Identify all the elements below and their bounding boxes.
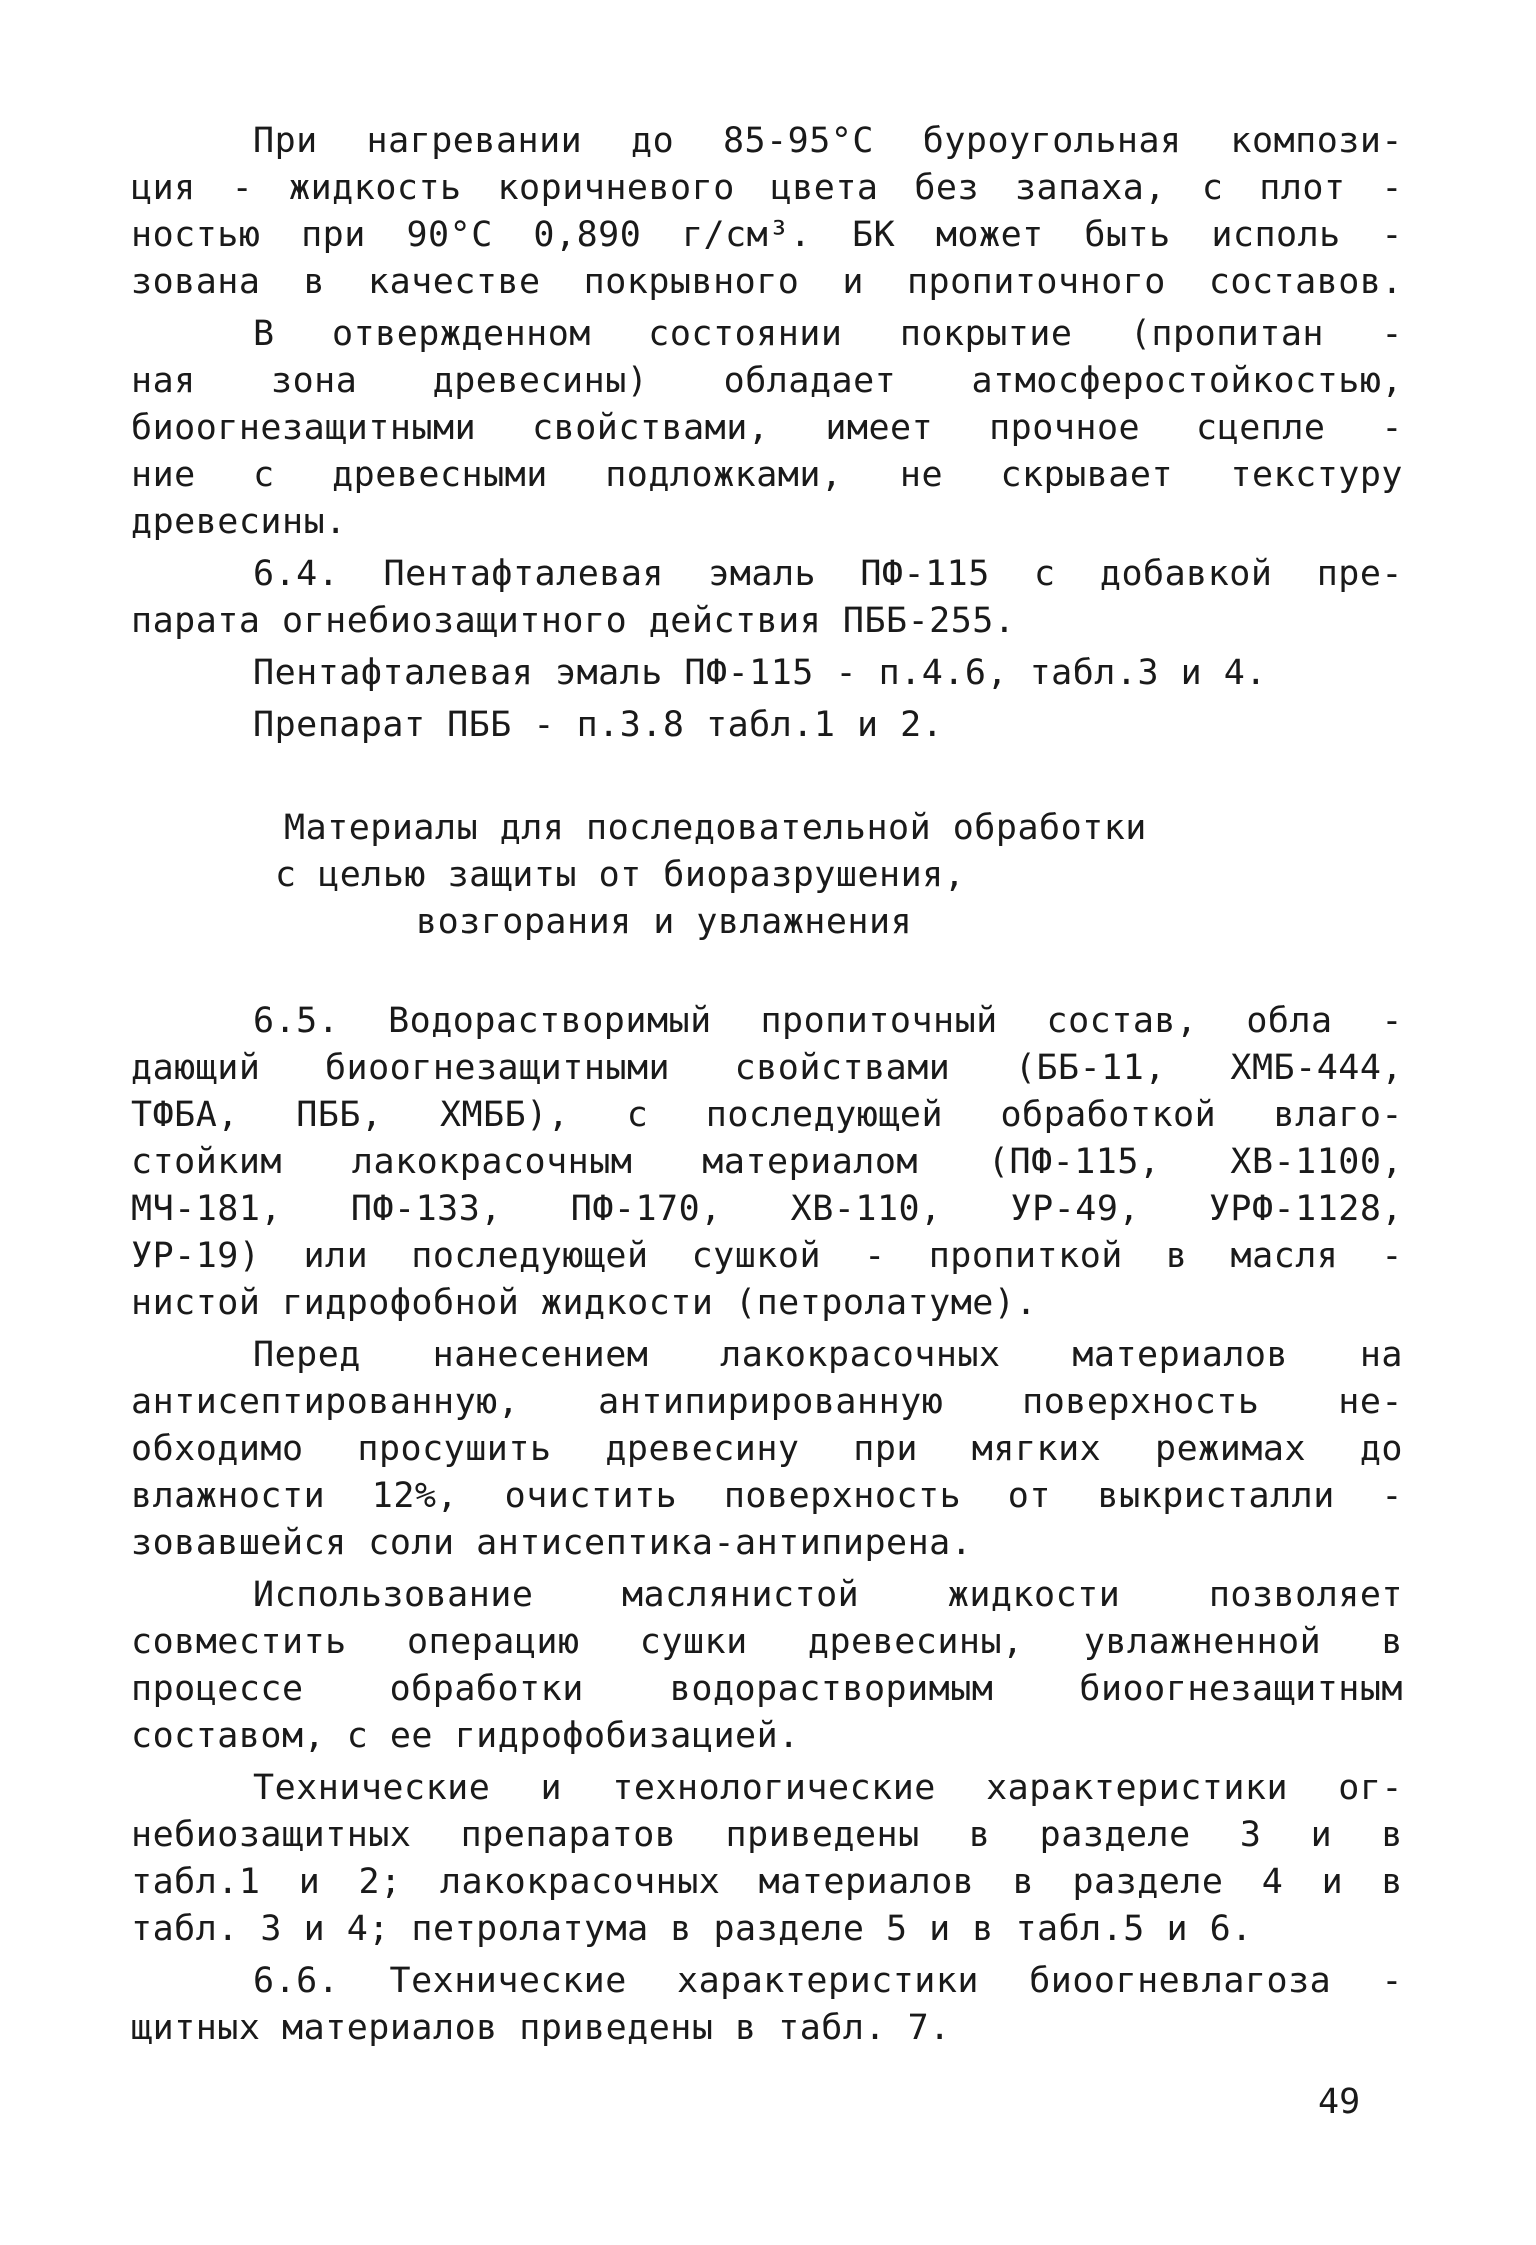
paragraph-6-4: [131, 551, 1403, 645]
text-line: ние с древесными подложками, не скрывает текстуру: [131, 455, 1403, 495]
text-line: ция - жидкость коричневого цвета без запаха, с плот -: [131, 168, 1403, 208]
text-line: УР-19) или последующей сушкой - пропиткой в масля -: [131, 1236, 1403, 1276]
paragraph-heating-composition: [131, 118, 1403, 306]
document-page: [131, 118, 1403, 2057]
text-line: Препарат ПББ - п.3.8 табл.1 и 2.: [253, 705, 944, 745]
text-line: зовавшейся соли антисептика-антипирена.: [131, 1523, 973, 1563]
text-line: При нагревании до 85-95°С буроугольная компози-: [253, 121, 1403, 161]
text-line: обходимо просушить древесину при мягких режимах до: [131, 1429, 1403, 1469]
text-line: 6.6. Технические характеристики биоогневлагоза -: [253, 1961, 1403, 2001]
text-line: МЧ-181, ПФ-133, ПФ-170, ХВ-110, УР-49, УРФ-1128,: [131, 1189, 1403, 1229]
text-line: 6.4. Пентафталевая эмаль ПФ-115 с добавкой пре-: [253, 554, 1403, 594]
text-line: щитных материалов приведены в табл. 7.: [131, 2008, 951, 2048]
paragraph-oily-liquid: [131, 1572, 1403, 1760]
text-line: табл. 3 и 4; петролатума в разделе 5 и в табл.5 и 6.: [131, 1909, 1253, 1949]
paragraph-before-coating: [131, 1332, 1403, 1567]
text-line: нистой гидрофобной жидкости (петролатуме).: [131, 1283, 1038, 1323]
text-line: небиозащитных препаратов приведены в разделе 3 и в: [131, 1815, 1403, 1855]
text-line: табл.1 и 2; лакокрасочных материалов в разделе 4 и в: [131, 1862, 1403, 1902]
text-line: ностью при 90°С 0,890 г/см³. БК может быть исполь -: [131, 215, 1403, 255]
section-heading: [131, 805, 1403, 946]
text-line: Технические и технологические характеристики ог-: [253, 1768, 1403, 1808]
text-line: парата огнебиозащитного действия ПББ-255.: [131, 601, 1016, 641]
text-line: составом, с ее гидрофобизацией.: [131, 1716, 800, 1756]
paragraph-6-6: [131, 1958, 1403, 2052]
text-line: 6.5. Водорастворимый пропиточный состав, обла -: [253, 1001, 1403, 1041]
text-line: Использование маслянистой жидкости позволяет: [253, 1575, 1403, 1615]
paragraph-6-5: [131, 998, 1403, 1327]
text-line: биоогнезащитными свойствами, имеет прочное сцепле -: [131, 408, 1403, 448]
heading-line: с целью защиты от биоразрушения,: [275, 855, 966, 895]
text-line: зована в качестве покрывного и пропиточного составов.: [131, 262, 1403, 302]
text-line: стойким лакокрасочным материалом (ПФ-115, ХВ-1100,: [131, 1142, 1403, 1182]
paragraph-cured-state: [131, 311, 1403, 546]
text-line: процессе обработки водорастворимым биоогнезащитным: [131, 1669, 1403, 1709]
heading-line: Материалы для последовательной обработки: [284, 808, 1147, 848]
text-line: В отвержденном состоянии покрытие (пропитан -: [253, 314, 1403, 354]
paragraph-preparation-ref: [131, 702, 1403, 749]
text-line: антисептированную, антипирированную поверхность не-: [131, 1382, 1403, 1422]
text-line: влажности 12%, очистить поверхность от выкристалли -: [131, 1476, 1403, 1516]
heading-line: возгорания и увлажнения: [416, 902, 913, 942]
text-line: совместить операцию сушки древесины, увлажненной в: [131, 1622, 1403, 1662]
text-line: дающий биоогнезащитными свойствами (ББ-11, ХМБ-444,: [131, 1048, 1403, 1088]
paragraph-technical-characteristics: [131, 1765, 1403, 1953]
paragraph-enamel-ref: [131, 650, 1403, 697]
text-line: Перед нанесением лакокрасочных материалов на: [253, 1335, 1403, 1375]
page-number: 49: [1318, 2082, 1361, 2122]
text-line: Пентафталевая эмаль ПФ-115 - п.4.6, табл.3 и 4.: [253, 653, 1267, 693]
text-line: ная зона древесины) обладает атмосферостойкостью,: [131, 361, 1403, 401]
text-line: древесины.: [131, 502, 347, 542]
text-line: ТФБА, ПББ, ХМББ), с последующей обработкой влаго-: [131, 1095, 1403, 1135]
